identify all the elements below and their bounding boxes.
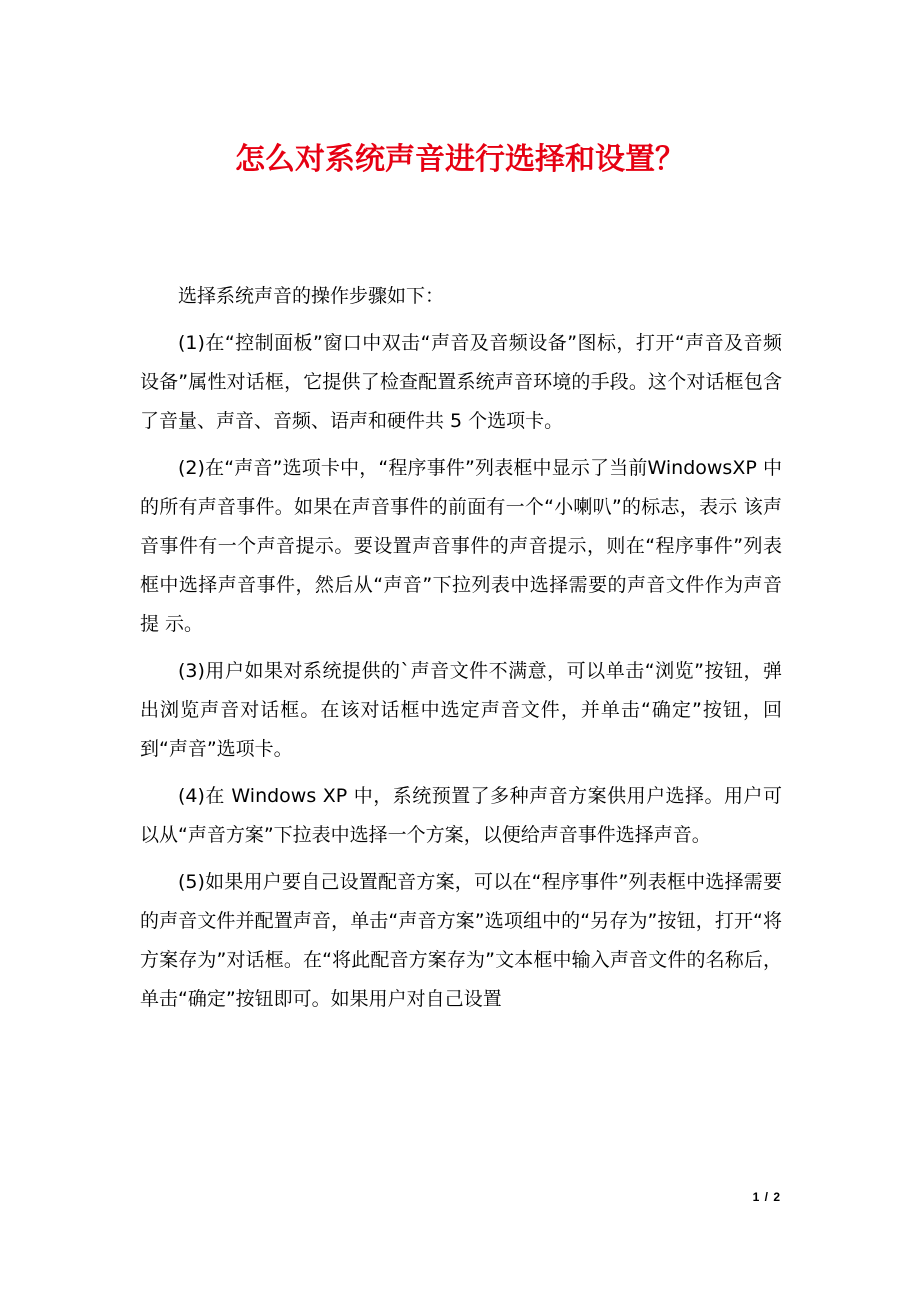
- step-4-paragraph: (4)在 Windows XP 中，系统预置了多种声音方案供用户选择。用户可以从“声音方案”下拉表中选择一个方案，以便给声音事件选择声音。: [140, 785, 782, 846]
- document-title: 怎么对系统声音进行选择和设置？: [235, 142, 685, 177]
- step-5-paragraph: (5)如果用户要自己设置配音方案，可以在“程序事件”列表框中选择需要的声音文件并配置声音，单击“声音方案”选项组中的“另存为”按钮，打开“将 方案存为”对话框。在“将此配音方案存为”文本框中输入声音文件的名称后，单击“确定”按钮即可。如果用户对自己设置: [140, 871, 782, 1010]
- document-body: [140, 277, 782, 1027]
- intro-paragraph: 选择系统声音的操作步骤如下：: [178, 285, 445, 307]
- step-3-paragraph: (3)用户如果对系统提供的`声音文件不满意，可以单击“浏览”按钮，弹出浏览声音对话框。在该对话框中选定声音文件，并单击“确定”按钮，回到“声音”选项卡。: [140, 660, 782, 760]
- page-number: 1 / 2: [752, 1190, 781, 1204]
- step-2-paragraph: (2)在“声音”选项卡中，“程序事件”列表框中显示了当前WindowsXP 中的所有声音事件。如果在声音事件的前面有一个“小喇叭”的标志，表示 该声音事件有一个声音提示。要设置声音事件的声音提示，则在“程序事件”列表框中选择声音事件，然后从“声音”下拉列表中选择需要的声音文件作为声音提 示。: [140, 457, 782, 635]
- step-1-paragraph: (1)在“控制面板”窗口中双击“声音及音频设备”图标，打开“声音及音频设备”属性对话框，它提供了检查配置系统声音环境的手段。这个对话框包含了音量、声音、音频、语声和硬件共 5 个选项卡。: [140, 332, 782, 432]
